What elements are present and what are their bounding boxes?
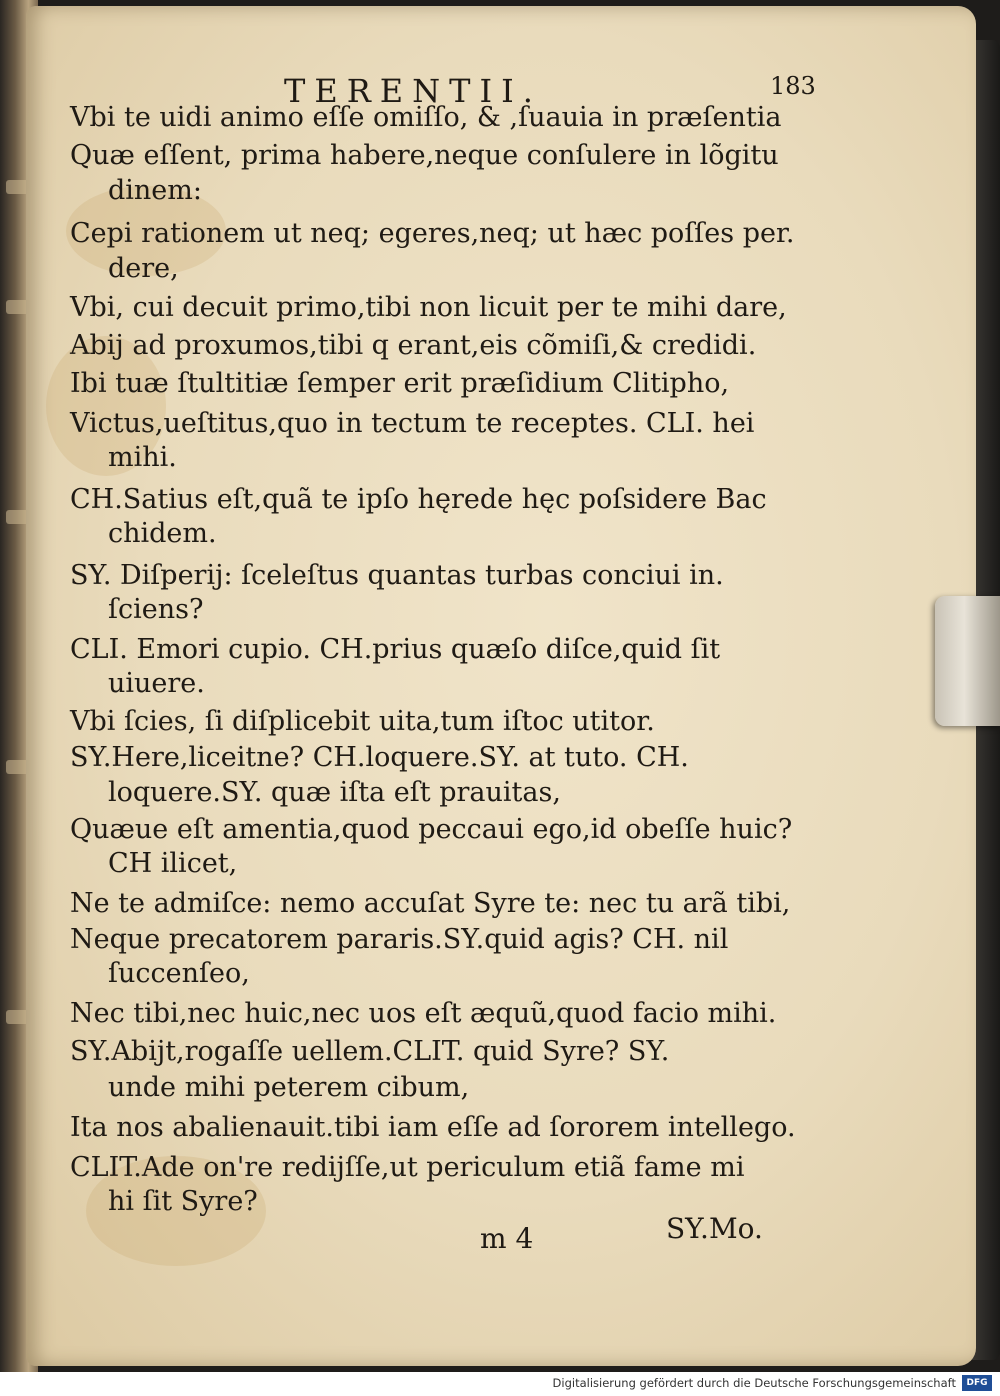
text-line: Vbi, cui decuit primo,tibi non licuit per te mihi dare,: [70, 292, 787, 323]
dfg-logo: DFG: [962, 1375, 992, 1391]
page-number: 183: [770, 72, 816, 100]
running-title: TERENTII.: [284, 72, 542, 110]
text-line: Quæue eſt amentia,quod peccaui ego,id obeſſe huic?: [70, 814, 793, 845]
text-line: SY. Diſperij: ſceleſtus quantas turbas conciui in.: [70, 560, 724, 591]
text-line: ſciens?: [108, 594, 204, 625]
text-line: Vbi te uidi animo eſſe omiſſo, & ,ſuauia in præſentia: [70, 102, 782, 133]
text-line: Quæ eſſent, prima habere,neque conſulere in lõgitu: [70, 140, 779, 171]
page-clip: [935, 596, 1000, 726]
text-line: hi ſit Syre?: [108, 1186, 258, 1217]
text-line: Nec tibi,nec huic,nec uos eſt æquũ,quod facio mihi.: [70, 998, 777, 1029]
text-line: Abij ad proxumos,tibi q erant,eis cõmiſi,& credidi.: [70, 330, 757, 361]
text-line: Vbi ſcies, ſi diſplicebit uita,tum iſtoc utitor.: [70, 706, 655, 737]
credit-bar: [0, 1372, 1000, 1396]
text-line: Neque precatorem pararis.SY.quid agis? CH. nil: [70, 924, 729, 955]
text-line: Cepi rationem ut neq; egeres,neq; ut hæc poſſes per.: [70, 218, 795, 249]
text-line: SY.Here,liceitne? CH.loquere.SY. at tuto. CH.: [70, 742, 689, 773]
text-line: dere,: [108, 253, 179, 284]
text-line: CH.Satius eſt,quã te ipſo hęrede hęc poſsidere Bac: [70, 484, 767, 515]
text-line: ſuccenſeo,: [108, 958, 250, 989]
text-line: uiuere.: [108, 668, 205, 699]
text-line: unde mihi peterem cibum,: [108, 1072, 470, 1103]
text-line: loquere.SY. quæ iſta eſt prauitas,: [108, 777, 561, 808]
text-line: CLIT.Ade on're redijſſe,ut periculum etiã fame mi: [70, 1152, 745, 1183]
text-line: Ita nos abalienauit.tibi iam eſſe ad ſororem intellego.: [70, 1112, 796, 1143]
credit-text: Digitalisierung gefördert durch die Deutsche Forschungsgemeinschaft: [552, 1376, 956, 1390]
text-line: SY.Abijt,rogaſſe uellem.CLIT. quid Syre? SY.: [70, 1036, 670, 1067]
text-line: Ibi tuæ ſtultitiæ ſemper erit præſidium Clitipho,: [70, 368, 730, 399]
text-line: Ne te admiſce: nemo accuſat Syre te: nec tu arã tibi,: [70, 888, 791, 919]
catchword: SY.Mo.: [666, 1212, 763, 1245]
text-line: mihi.: [108, 442, 177, 473]
signature-mark: m 4: [480, 1222, 534, 1255]
text-line: CH ilicet,: [108, 848, 238, 879]
text-line: Victus,ueſtitus,quo in tectum te receptes. CLI. hei: [70, 408, 755, 439]
text-line: CLI. Emori cupio. CH.prius quæſo diſce,quid ſit: [70, 634, 721, 665]
text-line: dinem:: [108, 175, 202, 206]
text-line: chidem.: [108, 518, 217, 549]
